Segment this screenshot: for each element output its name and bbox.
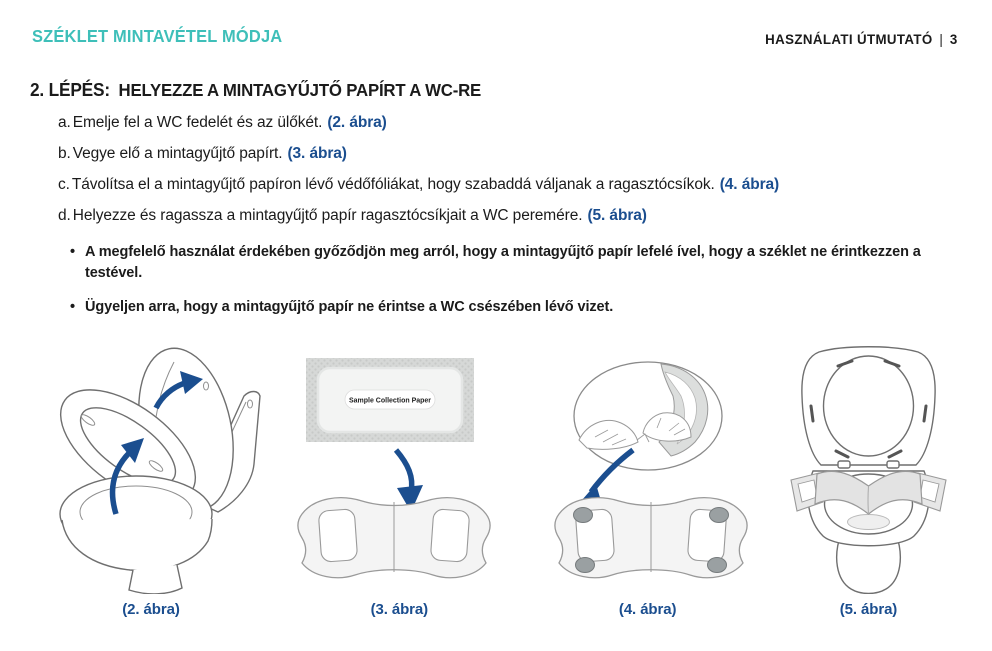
hinge (838, 461, 850, 468)
package-label: Sample Collection Paper (349, 397, 432, 405)
instruction-prefix: b. (58, 145, 71, 162)
figure-5 (781, 344, 956, 618)
hinge (887, 461, 899, 468)
bullet-icon: • (70, 299, 75, 316)
instruction-item-a (58, 114, 992, 132)
instruction-text: Helyezze és ragassza a mintagyűjtő papír ragasztócsíkjait a WC peremére. (72, 207, 583, 224)
figures-row (36, 344, 956, 618)
step-heading (30, 80, 954, 101)
sample-paper-package (306, 358, 474, 442)
figure-caption: (3. ábra) (370, 601, 429, 618)
instruction-prefix: a. (58, 114, 71, 131)
note-text: A megfelelő használat érdekében győződjön meg arról, hogy a mintagyűjtő papír lefelé ível, hogy a széklet ne érintkezzen a testével. (84, 244, 921, 282)
instruction-text: Távolítsa el a mintagyűjtő papíron lévő védőfóliákat, hogy szabaddá váljanak a ragasztócsíkok. (71, 176, 715, 193)
instruction-prefix: c. (58, 176, 70, 193)
note-text: Ügyeljen arra, hogy a mintagyűjtő papír ne érintse a WC csészében lévő vizet. (84, 299, 614, 316)
instruction-item-d (58, 207, 992, 225)
figure-caption: (4. ábra) (618, 601, 677, 618)
unfold-arrow-icon (396, 450, 412, 492)
figure-ref-5: (5. ábra) (587, 207, 647, 224)
bullet-icon: • (70, 244, 75, 260)
adhesive-strip (707, 558, 726, 573)
peel-film-illustration (533, 344, 763, 594)
notes-list (70, 242, 932, 318)
figure-2 (36, 344, 266, 618)
doc-header (0, 0, 992, 47)
figure-ref-2: (2. ábra) (327, 114, 387, 131)
page-title: SZÉKLET MINTAVÉTEL MÓDJA (32, 26, 283, 46)
instruction-text: Vegye elő a mintagyűjtő papírt. (72, 145, 283, 162)
figure-3 (284, 344, 514, 618)
instruction-prefix: d. (58, 207, 71, 224)
figure-4 (533, 344, 763, 618)
page-number: 3 (950, 31, 958, 47)
adhesive-strip (575, 558, 594, 573)
note-item (70, 242, 932, 284)
manual-label: HASZNÁLATI ÚTMUTATÓ (765, 31, 934, 47)
figure-ref-4: (4. ábra) (719, 176, 780, 193)
collection-paper (298, 498, 490, 578)
package-illustration (284, 344, 514, 594)
figure-ref-3: (3. ábra) (287, 145, 347, 162)
toilet-open-illustration (36, 344, 266, 594)
header-separator: | (939, 31, 944, 47)
adhesive-strip (573, 508, 592, 523)
figure-caption: (2. ábra) (122, 601, 180, 618)
step-label: 2. LÉPÉS: (30, 80, 110, 100)
figure-caption: (5. ábra) (839, 601, 898, 618)
collection-paper-with-strips (555, 498, 747, 578)
instruction-item-c (58, 176, 992, 194)
water (847, 515, 889, 530)
step-title: HELYEZZE A MINTAGYŰJTŐ PAPÍRT A WC-RE (118, 80, 482, 100)
instruction-text: Emelje fel a WC fedelét és az ülőkét. (72, 114, 323, 131)
note-item (70, 297, 932, 318)
instruction-item-b (58, 145, 992, 163)
instruction-list (58, 114, 992, 225)
toilet-bowl-body (62, 519, 212, 570)
paper-on-toilet-illustration (781, 344, 956, 594)
header-right (766, 31, 958, 47)
adhesive-strip (709, 508, 728, 523)
